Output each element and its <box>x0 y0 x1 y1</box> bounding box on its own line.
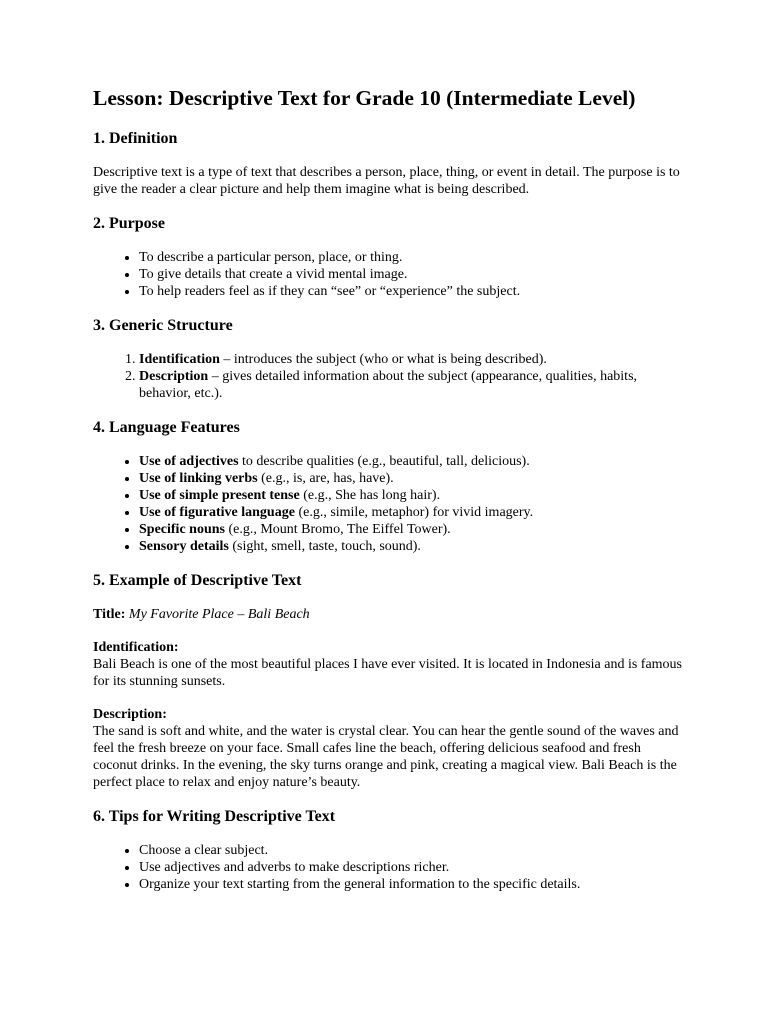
list-item: • Use adjectives and adverbs to make descriptions richer. <box>139 859 683 876</box>
list-item-text: (sight, smell, taste, touch, sound). <box>228 539 421 554</box>
list-item <box>139 368 683 402</box>
list-item: • To help readers feel as if they can “see” or “experience” the subject. <box>139 283 683 300</box>
example-heading: 5. Example of Descriptive Text <box>93 572 302 589</box>
definition-text: Descriptive text is a type of text that describes a person, place, thing, or event in detail. The purpose is to give the reader a clear picture and help them imagine what is being described. <box>93 165 680 197</box>
description-label: Description: <box>93 707 167 722</box>
list-item-term: Use of linking verbs <box>139 471 258 486</box>
list-item <box>139 351 683 368</box>
example-title-value: My Favorite Place – Bali Beach <box>128 607 310 622</box>
list-item: • Choose a clear subject. <box>139 842 683 859</box>
list-item-term: Description <box>139 369 209 384</box>
list-item <box>139 504 683 521</box>
list-item: • Organize your text starting from the general information to the specific details. <box>139 876 683 893</box>
language-list <box>93 453 683 555</box>
definition-heading: 1. Definition <box>93 130 178 147</box>
list-item <box>139 521 683 538</box>
list-item-term: Use of figurative language <box>139 505 295 520</box>
purpose-list <box>93 249 683 300</box>
list-item-text: to describe qualities (e.g., beautiful, tall, delicious). <box>238 454 530 469</box>
list-item-term: Specific nouns <box>139 522 225 537</box>
tips-heading: 6. Tips for Writing Descriptive Text <box>93 808 336 825</box>
purpose-heading: 2. Purpose <box>93 215 165 232</box>
tips-list <box>93 842 683 893</box>
structure-list <box>93 351 683 402</box>
list-item <box>139 487 683 504</box>
example-title <box>93 606 683 623</box>
list-item: • To describe a particular person, place, or thing. <box>139 249 683 266</box>
list-item <box>139 538 683 555</box>
identification-text: Bali Beach is one of the most beautiful places I have ever visited. It is located in Indonesia and is famous for its stunning sunsets. <box>93 657 682 689</box>
list-item-term: Use of adjectives <box>139 454 239 469</box>
language-heading: 4. Language Features <box>93 419 240 436</box>
list-item-text: (e.g., simile, metaphor) for vivid imagery. <box>294 505 534 520</box>
list-item: • To give details that create a vivid mental image. <box>139 266 683 283</box>
identification-label: Identification: <box>93 640 179 655</box>
list-item-text: (e.g., Mount Bromo, The Eiffel Tower). <box>224 522 451 537</box>
example-identification <box>93 639 683 690</box>
example-description <box>93 706 683 791</box>
description-text: The sand is soft and white, and the water is crystal clear. You can hear the gentle sound of the waves and feel the fresh breeze on your face. Small cafes line the beach, offering delicious seafood and fresh coconut drinks. In the evening, the sky turns orange and pink, creating a magical view. Bali Beach is the perfect place to relax and enjoy nature’s beauty. <box>93 724 679 790</box>
list-item-text: (e.g., is, are, has, have). <box>257 471 394 486</box>
list-item-term: Identification <box>139 352 220 367</box>
list-item-term: Use of simple present tense <box>139 488 300 503</box>
document-title: Lesson: Descriptive Text for Grade 10 (Intermediate Level) <box>93 86 636 110</box>
list-item-text: – introduces the subject (who or what is being described). <box>219 352 547 367</box>
document-page <box>93 86 683 909</box>
example-title-label: Title: <box>93 607 126 622</box>
list-item-text: – gives detailed information about the subject (appearance, qualities, habits, behavior, etc.). <box>139 369 638 401</box>
list-item-term: Sensory details <box>139 539 229 554</box>
list-item <box>139 453 683 470</box>
list-item <box>139 470 683 487</box>
structure-heading: 3. Generic Structure <box>93 317 233 334</box>
list-item-text: (e.g., She has long hair). <box>299 488 441 503</box>
